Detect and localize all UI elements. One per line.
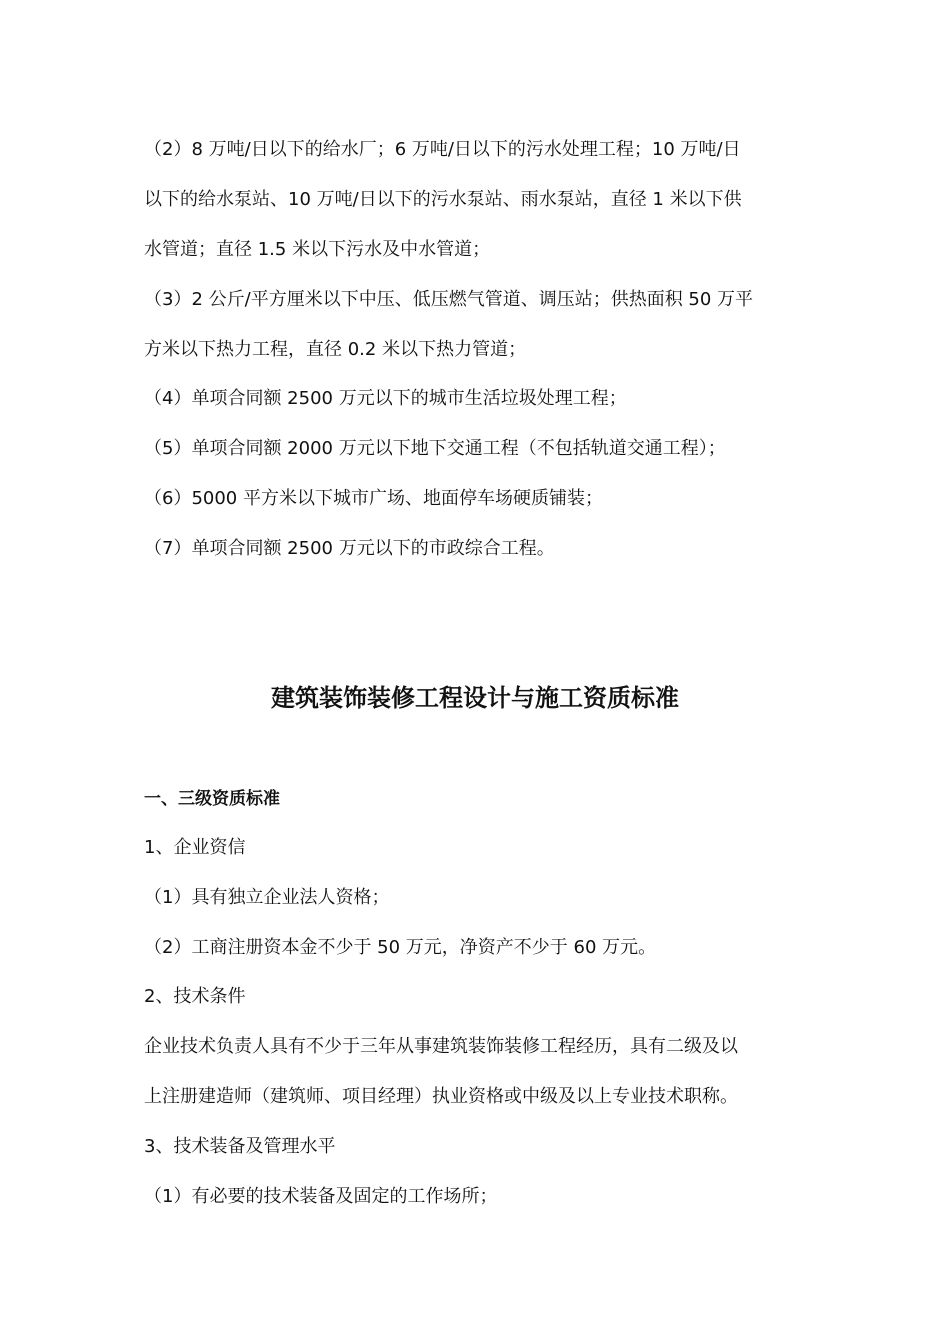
paragraph-line: （5）单项合同额 2000 万元以下地下交通工程（不包括轨道交通工程）； bbox=[144, 438, 726, 459]
paragraph-line: 2、技术条件 bbox=[144, 986, 246, 1007]
paragraph-line: 企业技术负责人具有不少于三年从事建筑装饰装修工程经历，具有二级及以 bbox=[144, 1036, 738, 1057]
paragraph-line: （7）单项合同额 2500 万元以下的市政综合工程。 bbox=[144, 538, 555, 559]
paragraph-line: 方米以下热力工程，直径 0.2 米以下热力管道； bbox=[144, 339, 527, 360]
paragraph-line: 3、技术装备及管理水平 bbox=[144, 1136, 336, 1157]
section-heading: 一、三级资质标准 bbox=[144, 789, 280, 809]
paragraph-line: 水管道；直径 1.5 米以下污水及中水管道； bbox=[144, 239, 491, 260]
paragraph-line: （1）具有独立企业法人资格； bbox=[144, 887, 390, 908]
paragraph-line: 以下的给水泵站、10 万吨/日以下的污水泵站、雨水泵站，直径 1 米以下供 bbox=[144, 189, 742, 210]
paragraph-line: （3）2 公斤/平方厘米以下中压、低压燃气管道、调压站；供热面积 50 万平 bbox=[144, 289, 754, 310]
paragraph-line: （6）5000 平方米以下城市广场、地面停车场硬质铺装； bbox=[144, 488, 603, 509]
paragraph-line: （2）8 万吨/日以下的给水厂；6 万吨/日以下的污水处理工程；10 万吨/日 bbox=[144, 139, 741, 160]
section-title: 建筑装饰装修工程设计与施工资质标准 bbox=[271, 684, 679, 712]
paragraph-line: （4）单项合同额 2500 万元以下的城市生活垃圾处理工程； bbox=[144, 388, 627, 409]
paragraph-line: （2）工商注册资本金不少于 50 万元，净资产不少于 60 万元。 bbox=[144, 937, 657, 958]
paragraph-line: （1）有必要的技术装备及固定的工作场所； bbox=[144, 1186, 498, 1207]
paragraph-line: 上注册建造师（建筑师、项目经理）执业资格或中级及以上专业技术职称。 bbox=[144, 1086, 738, 1107]
paragraph-line: 1、企业资信 bbox=[144, 837, 246, 858]
